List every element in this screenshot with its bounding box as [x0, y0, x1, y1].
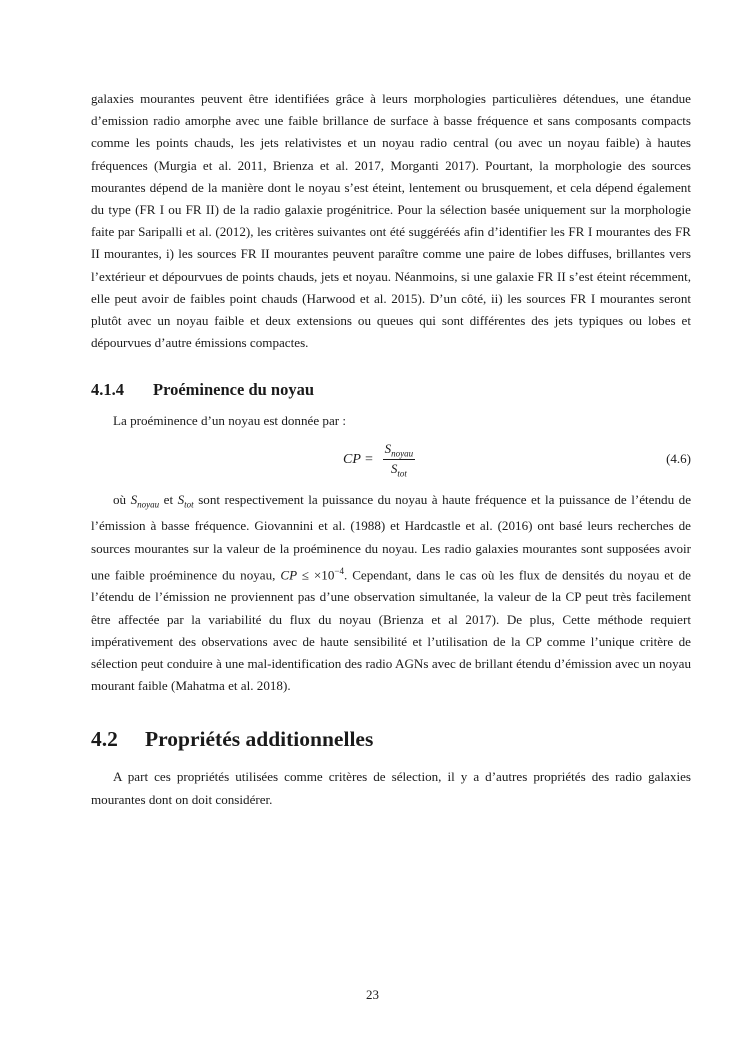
s-noyau-subscript: noyau [137, 499, 160, 510]
s-noyau-symbol: S [130, 491, 138, 507]
section-heading [91, 727, 691, 752]
equation-denominator [391, 460, 407, 479]
s-tot-symbol: S [177, 491, 185, 507]
page-number: 23 [366, 987, 379, 1002]
cp-exponent: −4 [334, 565, 344, 576]
equation-numerator [383, 441, 416, 461]
cp-times: ×10 [308, 567, 335, 583]
equation-block [91, 437, 691, 483]
para2-text-c: sont respectivement la puissance du noyau à haute fréquence et la puissance de l’étendu de l’émission à basse fréquence. Giovannini et al. (1988) et Hardcastle et al. (2016) ont basé leurs recherches de sources mourantes sur la valeur de la proéminence du noyau. Les radio galaxies mourantes sont supposées avoir une faible proéminence du noyau, [91, 491, 692, 583]
page-content [91, 88, 691, 811]
numerator-symbol: S [384, 440, 392, 456]
para2-text-a: où [113, 491, 131, 507]
subsection-heading [91, 380, 691, 400]
equation-lhs: CP = [343, 451, 374, 467]
para2-text-d: . Cependant, dans le cas où les flux de densités du noyau et de l’étendu de l’émission ne proviennent pas d’une observation simultanée, la valeur de la CP peut très facilement être affectée par la variabilité du flux du noyau (Brienza et al 2017). De plus, Cette méthode requiert impérativement des observations avec de haute sensibilité et l’utilisation de la CP comme l’unique critère de sélection peut conduire à une mal-identification des radio AGNs avec de brillant étendu d’émission avec un noyau mourant faible (Mahatma et al. 2018). [91, 567, 691, 694]
body-paragraph: galaxies mourantes peuvent être identifiées grâce à leurs morphologies particulières détendues, une étandue d’emission radio amorphe avec une faible brillance de surface à basse fréquence et sans composants compacts comme les points chauds, les jets relativistes et un noyau radio central (ou avec un noyau faible) à hautes fréquences (Murgia et al. 2011, Brienza et al. 2017, Morganti 2017). Pourtant, la morphologie des sources mourantes dépend de la manière dont le noyau s’est éteint, lentement ou brusquement, et cela dépend également du type (FR I ou FR II) de la radio galaxie progénitrice. Pour la sélection basée uniquement sur la morphologie faite par Saripalli et al. (2012), les critères suivantes ont été suggéréés afin d’identifier les FR I mourantes des FR II mourantes, i) les sources FR II mourantes peuvent paraître comme une paire de lobes diffuses, brillantes vers l’extérieur et dépourvues de points chauds, jets et noyau. Néanmoins, si une galaxie FR II s’est éteint récemment, elle peut avoir de faibles point chauds (Harwood et al. 2015). D’un côté, ii) les sources FR I mourantes seront plutôt avec un noyau faible et deux extensions ou queues qui sont différentes des jets typiques ou lobes et dépourvues d’autre émissions compactes. [91, 91, 691, 351]
equation [343, 437, 415, 483]
subsection-number: 4.1.4 [91, 380, 124, 400]
subsection-title: Proéminence du noyau [153, 380, 315, 400]
section-title: Propriétés additionnelles [145, 727, 374, 752]
body-paragraph-cp [91, 489, 691, 698]
s-tot-subscript: tot [184, 499, 194, 510]
denominator-symbol: S [390, 461, 398, 477]
section-paragraph: A part ces propriétés utilisées comme critères de sélection, il y a d’autres propriétés des radio galaxies mourantes dont on doit considérer. [91, 769, 691, 807]
numerator-subscript: noyau [391, 448, 414, 459]
cp-inequality: CP ≤ [280, 567, 309, 583]
equation-number: (4.6) [666, 450, 691, 466]
section-number: 4.2 [91, 727, 118, 752]
equation-intro: La proéminence d’un noyau est donnée par : [113, 413, 347, 429]
denominator-subscript: tot [397, 468, 407, 479]
para2-text-b: et [159, 491, 178, 507]
equation-fraction [383, 441, 416, 479]
